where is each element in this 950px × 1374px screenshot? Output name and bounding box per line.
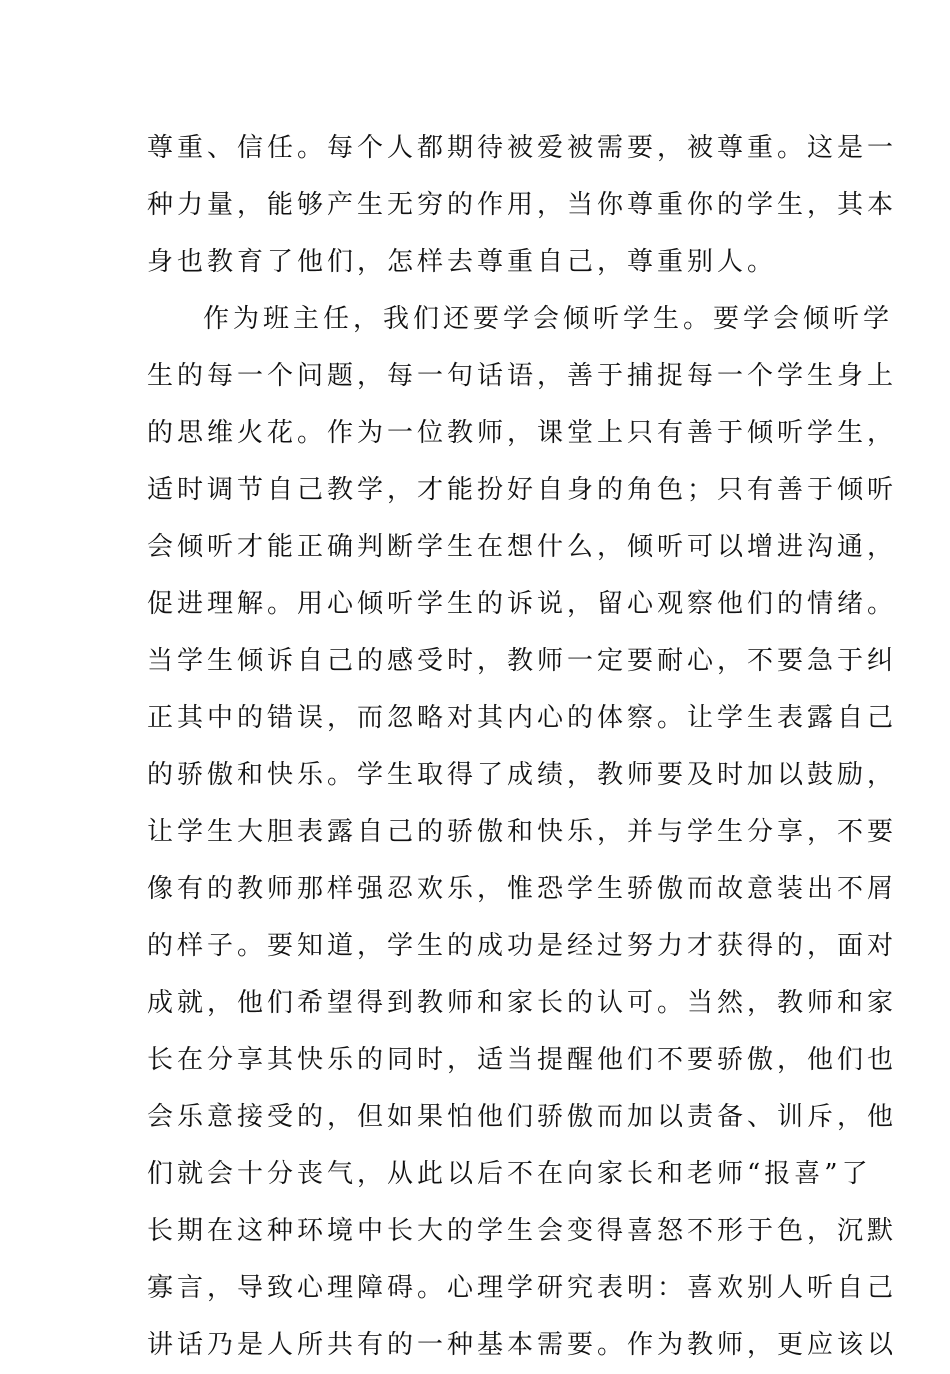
text-line: 会倾听才能正确判断学生在想什么，倾听可以增进沟通， [147, 532, 898, 562]
text-line: 的思维火花。作为一位教师，课堂上只有善于倾听学生， [147, 418, 898, 448]
text-line: 种力量，能够产生无穷的作用，当你尊重你的学生，其本 [147, 190, 898, 220]
text-line: 们就会十分丧气，从此以后不在向家长和老师“报喜”了 [147, 1159, 872, 1189]
text-line: 讲话乃是人所共有的一种基本需要。作为教师，更应该以 [147, 1330, 898, 1360]
text-line: 让学生大胆表露自己的骄傲和快乐，并与学生分享，不要 [147, 817, 898, 847]
body-text [147, 120, 898, 1374]
text-line: 生的每一个问题，每一句话语，善于捕捉每一个学生身上 [147, 361, 898, 391]
text-line: 促进理解。用心倾听学生的诉说，留心观察他们的情绪。 [147, 589, 898, 619]
text-line: 适时调节自己教学，才能扮好自身的角色；只有善于倾听 [147, 475, 898, 505]
text-line: 的骄傲和快乐。学生取得了成绩，教师要及时加以鼓励， [147, 760, 898, 790]
text-line: 正其中的错误，而忽略对其内心的体察。让学生表露自己 [147, 703, 898, 733]
text-line: 成就，他们希望得到教师和家长的认可。当然，教师和家 [147, 988, 898, 1018]
text-line: 长在分享其快乐的同时，适当提醒他们不要骄傲，他们也 [147, 1045, 898, 1075]
text-line: 像有的教师那样强忍欢乐，惟恐学生骄傲而故意装出不屑 [147, 874, 898, 904]
text-line: 会乐意接受的，但如果怕他们骄傲而加以责备、训斥，他 [147, 1102, 898, 1132]
paragraph-first-line: 作为班主任，我们还要学会倾听学生。要学会倾听学 [203, 304, 894, 334]
text-line: 身也教育了他们，怎样去尊重自己，尊重别人。 [147, 247, 778, 277]
text-line: 的样子。要知道，学生的成功是经过努力才获得的，面对 [147, 931, 898, 961]
text-line: 当学生倾诉自己的感受时，教师一定要耐心，不要急于纠 [147, 646, 898, 676]
text-line: 长期在这种环境中长大的学生会变得喜怒不形于色，沉默 [147, 1216, 898, 1246]
text-line: 尊重、信任。每个人都期待被爱被需要，被尊重。这是一 [147, 133, 898, 163]
text-line: 寡言，导致心理障碍。心理学研究表明：喜欢别人听自己 [147, 1273, 898, 1303]
